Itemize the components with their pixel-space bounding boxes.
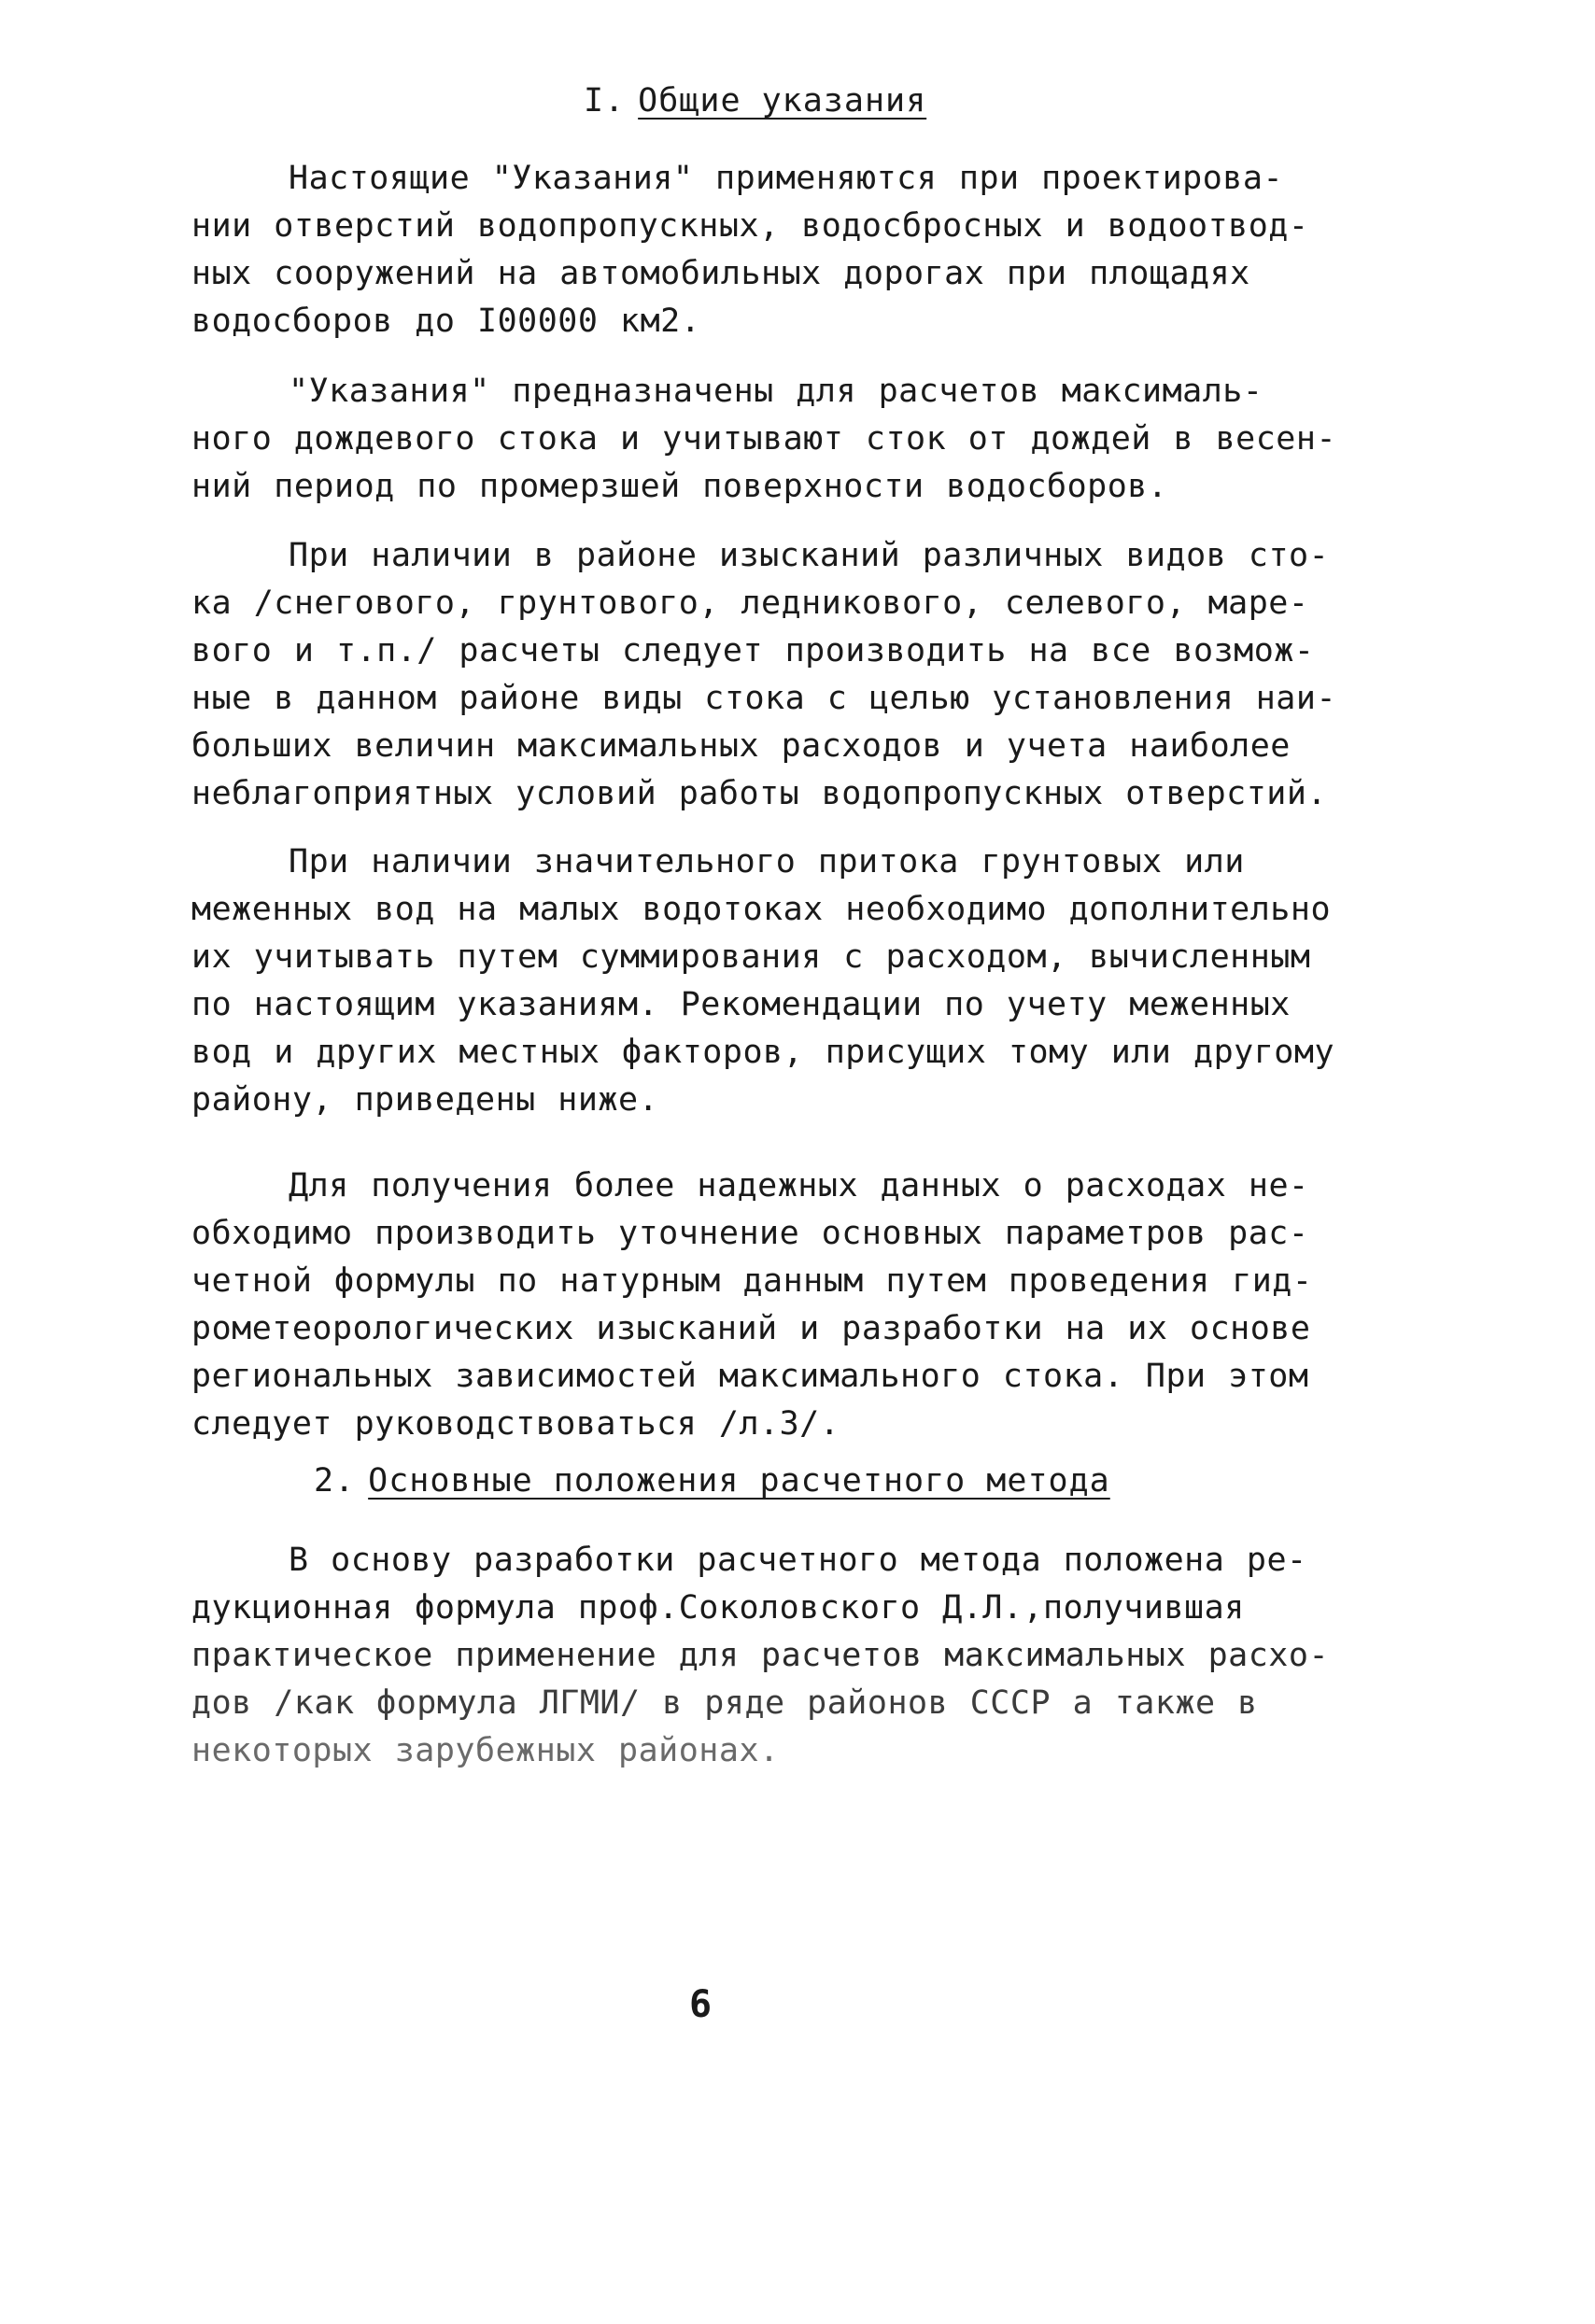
text-line: В основу разработки расчетного метода положена ре-: [289, 1542, 1307, 1579]
paragraph: [191, 1537, 1340, 1775]
section-number: 2.: [314, 1462, 356, 1500]
section-heading-method: [314, 1457, 1110, 1505]
text-line: вод и других местных факторов, присущих тому или другому: [191, 1034, 1335, 1071]
text-line: неблагоприятных условий работы водопропускных отверстий.: [191, 775, 1328, 812]
text-line: Для получения более надежных данных о расходах не-: [289, 1167, 1309, 1204]
text-line: четной формулы по натурным данным путем проведения гид-: [191, 1262, 1313, 1300]
text-line: При наличии значительного притока грунтовых или: [289, 843, 1245, 880]
text-line: дукционная формула проф.Соколовского Д.Л.,получившая: [191, 1589, 1245, 1627]
text-line: "Указания" предназначены для расчетов максималь-: [289, 373, 1263, 410]
paragraph: [191, 368, 1340, 511]
text-line: рометеорологических изысканий и разработки на их основе: [191, 1310, 1311, 1347]
text-line: практическое применение для расчетов максимальных расхо-: [191, 1637, 1330, 1674]
text-line: району, приведены ниже.: [191, 1081, 659, 1119]
section-title: Основные положения расчетного метода: [368, 1462, 1110, 1500]
text-line: по настоящим указаниям. Рекомендации по учету меженных: [191, 986, 1291, 1023]
text-line: ного дождевого стока и учитывают сток от дождей в весен-: [191, 420, 1337, 458]
text-line: нии отверстий водопропускных, водосбросных и водоотвод-: [191, 207, 1309, 245]
text-line: ные в данном районе виды стока с целью установления наи-: [191, 680, 1337, 717]
paragraph: [191, 1162, 1340, 1448]
text-line: их учитывать путем суммирования с расходом, вычисленным: [191, 938, 1311, 976]
text-line: больших величин максимальных расходов и учета наиболее: [191, 727, 1291, 765]
paragraph: [191, 532, 1340, 818]
text-line: водосборов до I00000 км2.: [191, 303, 701, 340]
text-line: ка /снегового, грунтового, ледникового, селевого, маре-: [191, 585, 1309, 622]
section-title: Общие указания: [638, 82, 927, 120]
text-line: вого и т.п./ расчеты следует производить на все возмож-: [191, 632, 1315, 669]
section-number: I.: [584, 82, 626, 120]
text-line: меженных вод на малых водотоках необходимо дополнительно: [191, 891, 1332, 928]
text-line: обходимо производить уточнение основных параметров рас-: [191, 1215, 1309, 1252]
page-number: 6: [689, 1983, 713, 2026]
text-line: следует руководствоваться /л.3/.: [191, 1405, 840, 1443]
section-heading-general: [584, 77, 926, 125]
paragraph: [191, 838, 1340, 1124]
text-line: ний период по промерзшей поверхности водосборов.: [191, 468, 1168, 505]
paragraph: [191, 155, 1340, 345]
text-line: некоторых зарубежных районах.: [191, 1732, 780, 1769]
text-line: региональных зависимостей максимального стока. При этом: [191, 1358, 1309, 1395]
text-line: ных сооружений на автомобильных дорогах при площадях: [191, 255, 1250, 292]
text-line: Настоящие "Указания" применяются при проектирова-: [289, 160, 1284, 197]
text-line: При наличии в районе изысканий различных видов сто-: [289, 537, 1330, 574]
text-line: дов /как формула ЛГМИ/ в ряде районов СССР а также в: [191, 1684, 1258, 1722]
